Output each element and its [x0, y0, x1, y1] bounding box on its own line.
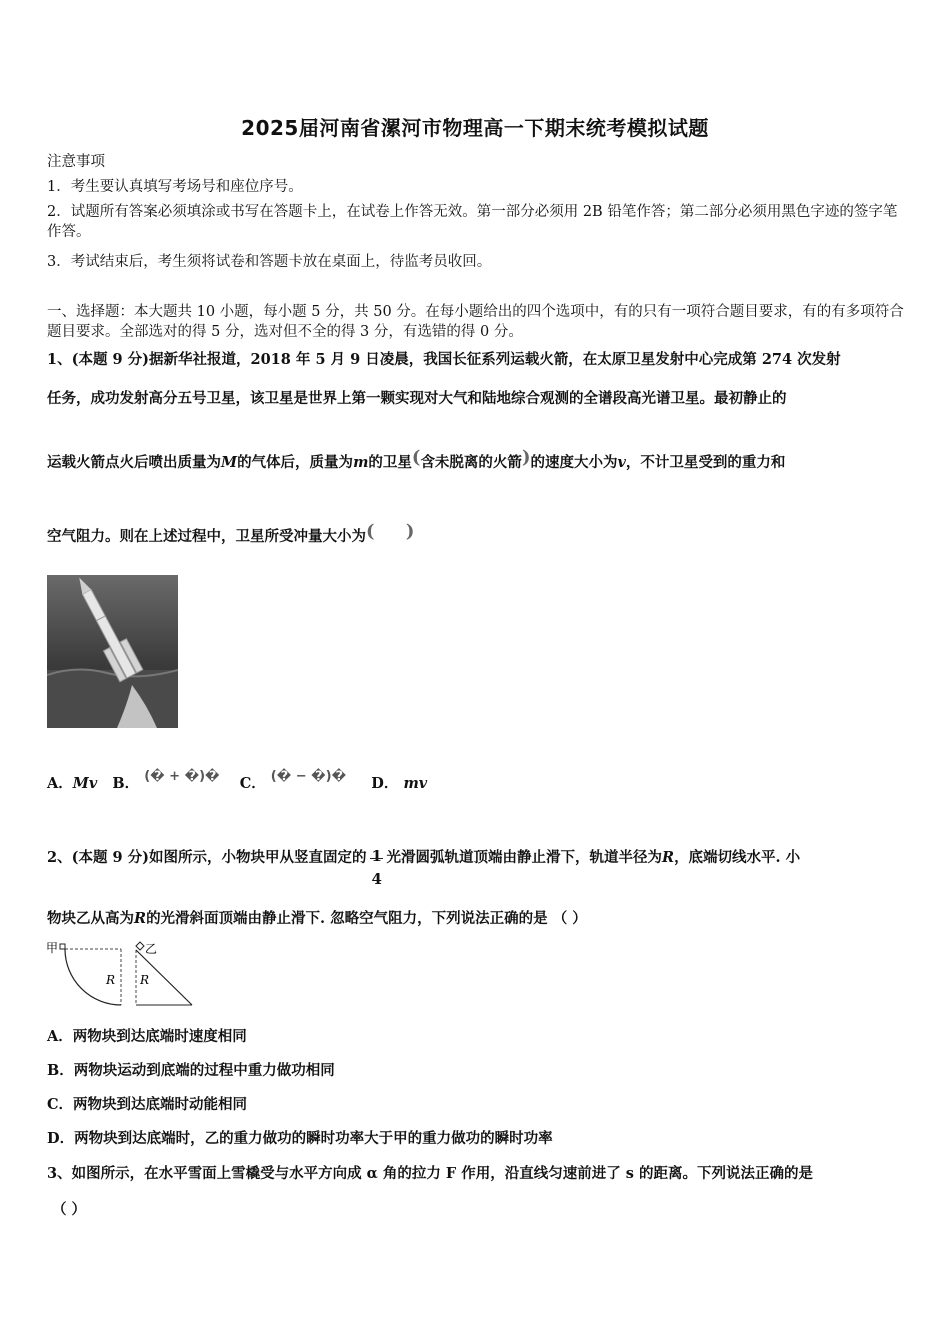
notice-item-3: 3．考试结束后，考生须将试卷和答题卡放在桌面上，待监考员收回。 — [47, 254, 492, 270]
option-a-value: Mv — [72, 775, 98, 792]
q2-line-1: 2、(本题 9 分)如图所示，小物块甲从竖直固定的 1 4 光滑圆弧轨道顶端由静止滑下，轨道半径为R，底端切线水平. 小 — [47, 838, 906, 878]
var-m: m — [353, 454, 369, 471]
var-v: v — [617, 454, 626, 471]
option-b-formula: (� + �)� — [144, 769, 220, 784]
q2-option-d: D．两物块到达底端时，乙的重力做功的瞬时功率大于甲的重力做功的瞬时功率 — [47, 1130, 553, 1147]
notice-item-2: 2．试题所有答案必须填涂或书写在答题卡上，在试卷上作答无效。第一部分必须用 2B 铅笔作答；第二部分必须用黑色字迹的签字笔作答。 — [47, 204, 898, 240]
label-r-arc: R — [106, 973, 116, 987]
label-r-slope: R — [140, 973, 150, 987]
q1-tag: (本题 9 分) — [71, 351, 149, 368]
q1-line-3: 运载火箭点火后喷出质量为M的气体后，质量为m的卫星(含未脱离的火箭)的速度大小为v，不计卫星受到的重力和 — [47, 447, 786, 471]
option-d-value: mv — [403, 775, 428, 792]
option-c-formula: (� − �)� — [270, 769, 347, 784]
q3-line-1: 3、如图所示，在水平雪面上雪橇受与水平方向成 α 角的拉力 F 作用，沿直线匀速前进了 s 的距离。下列说法正确的是 — [47, 1165, 813, 1182]
q2-option-a: A．两物块到达底端时速度相同 — [47, 1028, 247, 1045]
q2-option-c: C．两物块到达底端时动能相同 — [47, 1096, 248, 1113]
section-intro: 一、选择题：本大题共 10 小题，每小题 5 分，共 50 分。在每小题给出的四个选项中，有的只有一项符合题目要求，有的有多项符合题目要求。全部选对的得 5 分，选对但不全的得 3 分，有选错的得 0 分。 — [47, 304, 904, 340]
q3-line-2: （ ） — [52, 1201, 87, 1218]
q2-line-2: 物块乙从高为R的光滑斜面顶端由静止滑下. 忽略空气阻力，下列说法正确的是 （ ） — [47, 910, 587, 927]
answer-bracket: ( ) — [366, 521, 415, 542]
var-M: M — [221, 454, 238, 471]
q1-text-1: 据新华社报道，2018 年 5 月 9 日凌晨，我国长征系列运载火箭，在太原卫星发射中心完成第 274 次发射 — [149, 351, 841, 368]
fraction-quarter: 1 4 — [371, 847, 382, 888]
label-jia: 甲 — [46, 941, 59, 955]
notice-item-1: 1．考生要认真填写考场号和座位序号。 — [47, 179, 303, 195]
left-paren: ( — [411, 447, 421, 468]
q1-line-2: 任务，成功发射高分五号卫星，该卫星是世界上第一颗实现对大气和陆地综合观测的全谱段高光谱卫星。最初静止的 — [47, 390, 787, 407]
notice-heading: 注意事项 — [47, 154, 105, 170]
q1-options: A．Mv B． (� + �)� C． (� − �)� D． mv — [47, 769, 428, 792]
q1-number: 1、 — [47, 351, 72, 368]
label-yi: 乙 — [145, 942, 158, 956]
q1-line-1 — [47, 350, 906, 370]
rocket-launch-image — [47, 575, 178, 728]
q2-option-b: B．两物块运动到底端的过程中重力做功相同 — [47, 1062, 335, 1079]
track-diagram — [44, 938, 194, 1010]
page-title: 2025届河南省漯河市物理高一下期末统考模拟试题 — [241, 116, 709, 140]
q1-line-4: 空气阻力。则在上述过程中，卫星所受冲量大小为( ) — [47, 521, 415, 545]
right-paren: ) — [521, 447, 531, 468]
